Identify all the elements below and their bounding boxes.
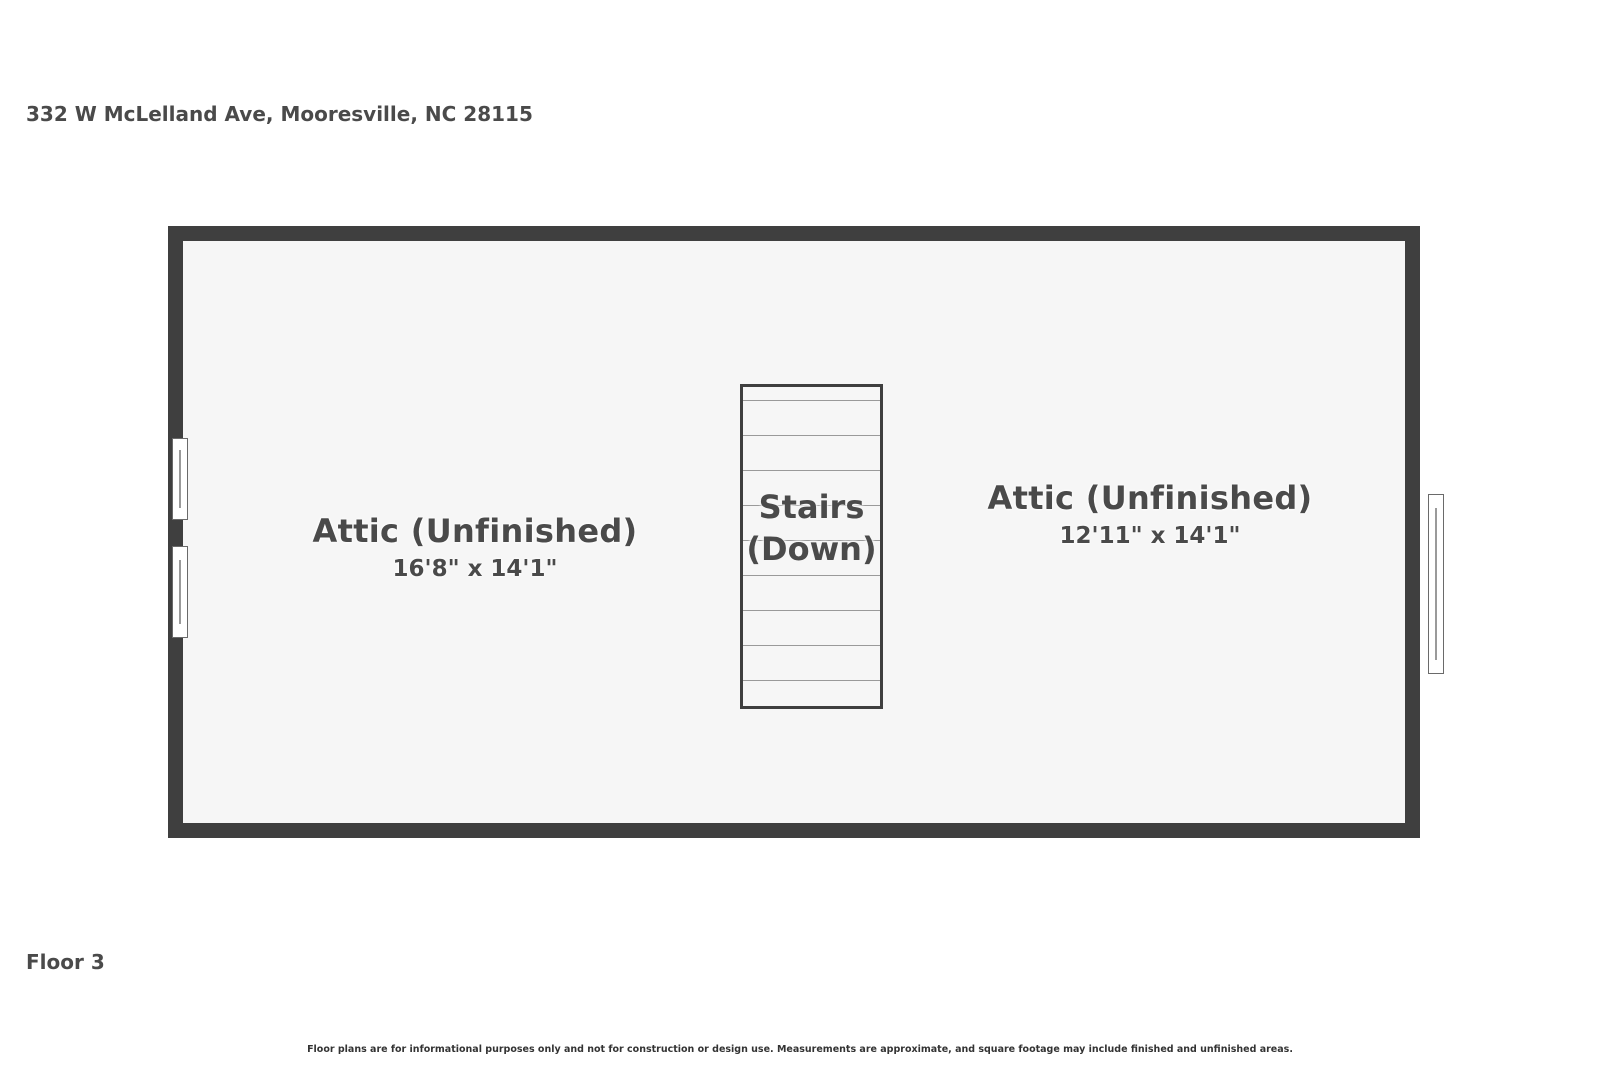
room-label-attic-left bbox=[275, 512, 675, 582]
disclaimer-text: Floor plans are for informational purposes only and not for construction or design use. Measurements are approximate, and square footage may include finished and unfinished areas. bbox=[307, 1044, 1293, 1055]
stairs-label-line1: Stairs bbox=[758, 488, 865, 526]
property-address: 332 W McLelland Ave, Mooresville, NC 28115 bbox=[26, 102, 533, 126]
room-name: Attic (Unfinished) bbox=[312, 512, 638, 550]
room-dimensions: 12'11" x 14'1" bbox=[1059, 523, 1241, 549]
window-left-lower bbox=[172, 546, 188, 638]
stair-tread bbox=[743, 680, 880, 681]
window-right bbox=[1428, 494, 1444, 674]
room-name: Attic (Unfinished) bbox=[987, 479, 1313, 517]
room-label-attic-right bbox=[950, 479, 1350, 549]
stair-tread bbox=[743, 435, 880, 436]
stair-tread bbox=[743, 575, 880, 576]
room-dimensions: 16'8" x 14'1" bbox=[392, 556, 558, 582]
floor-number-label: Floor 3 bbox=[26, 950, 105, 974]
stair-tread bbox=[743, 470, 880, 471]
stair-tread bbox=[743, 610, 880, 611]
window-left-upper bbox=[172, 438, 188, 520]
stairs-label bbox=[740, 486, 883, 570]
stair-tread bbox=[743, 645, 880, 646]
stairs-label-line2: (Down) bbox=[746, 530, 877, 568]
stair-tread bbox=[743, 400, 880, 401]
